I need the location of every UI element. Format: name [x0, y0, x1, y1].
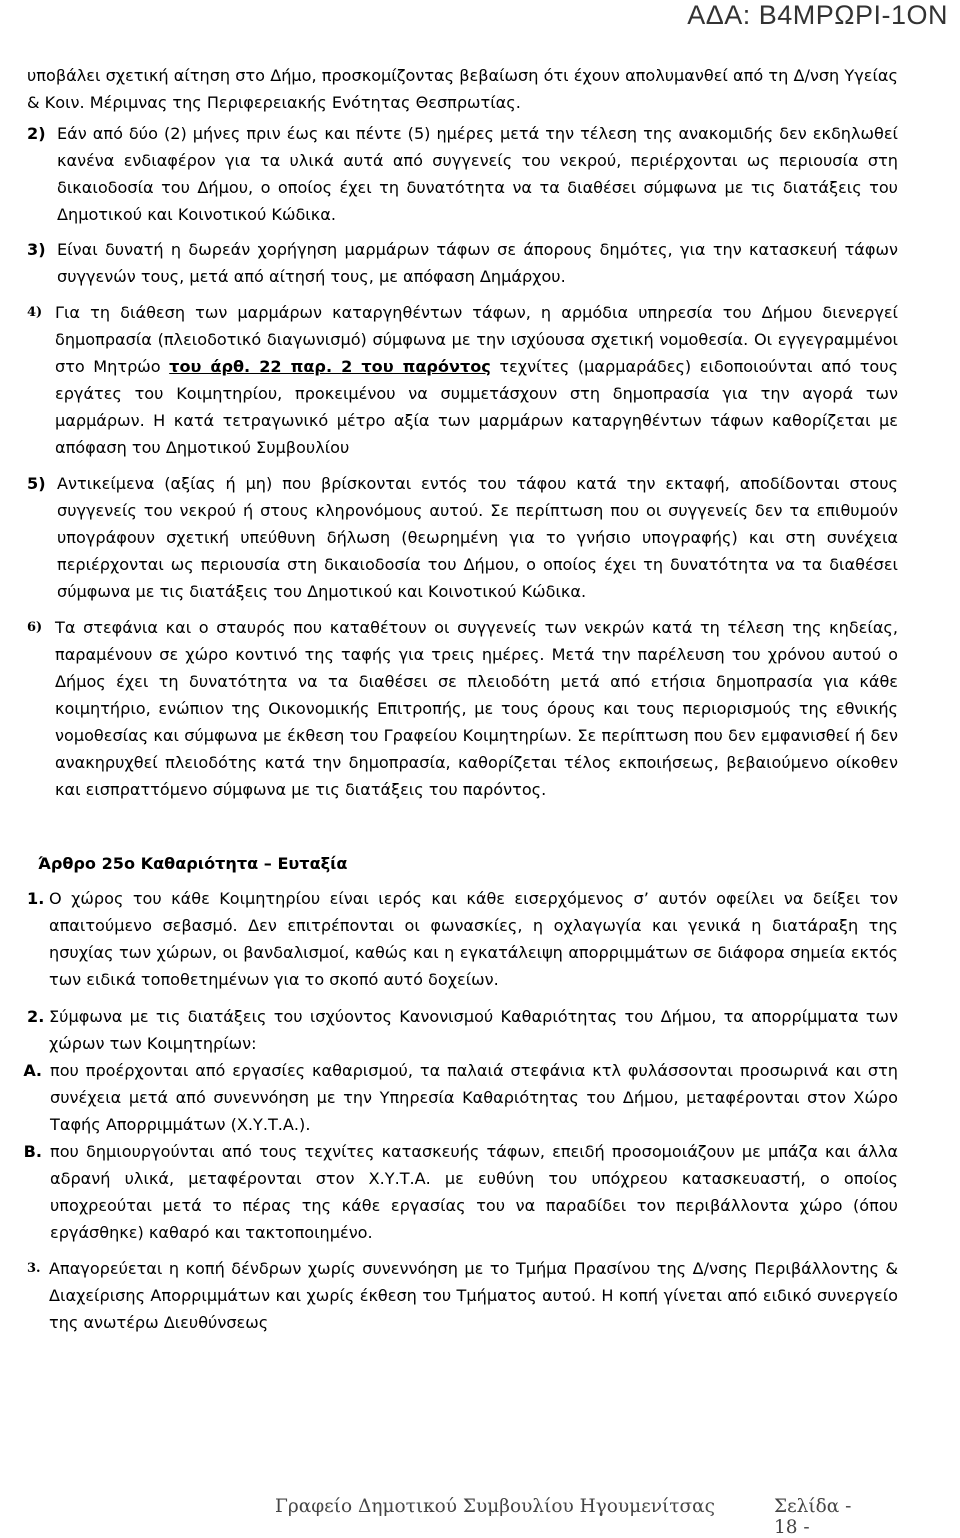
sub-item-letter: Β. [23, 1142, 42, 1161]
item-number: 3. [27, 1261, 41, 1276]
item-text: Τα στεφάνια και ο σταυρός που καταθέτουν οι συγγενείς των νεκρών κατά τη τέλεση της κηδείας, παραμένουν σε χώρο κοντινό της ταφής για τρεις ημέρες. Μετά την παρέλευση του χρόνου αυτού ο Δήμος έχει τη δυνατότητα να τα διαθέσει σε πλειοδότη μετά από ετήσια δημοπρασία για κάθε κοιμητήριο, ενώπιον της Οικονομικής Επιτροπής, με τους όρους και τους περιορισμούς της εθνικής νομοθεσίας και σύμφωνα με έκθεση του Γραφείου Κοιμητηρίων. Σε περίπτωση που δεν εμφανισθεί ή δεν ανακηρυχθεί πλειοδότης κατά την δημοπρασία, καθορίζεται τέλος εκποιήσεως, βεβαιούμενο οίκοθεν και εισπραττόμενο σύμφωνα με τις διατάξεις του παρόντος. [55, 618, 898, 799]
article-reference-link: του άρθ. 22 παρ [169, 357, 326, 376]
article-heading: Άρθρο 25ο Καθαριότητα – Ευταξία [38, 854, 348, 873]
item-number: 1. [27, 889, 45, 908]
list-item [27, 236, 898, 290]
item-text: Για τη διάθεση των μαρμάρων καταργηθέντων τάφων, η αρμόδια υπηρεσία του Δήμου διενεργεί δημοπρασία (πλειοδοτικό διαγωνισμό) σύμφωνα με την ισχύουσα σχετική νομοθεσία. Οι εγγεγραμμένοι στο Μητρώο του άρθ. 22 παρ. 2 του παρόντος τεχνίτες (μαρμαράδες) ειδοποιούνται από τους εργάτες του Κοιμητηρίου, προκειμένου να συμμετάσχουν στη δημοπρασία για την αγορά των μαρμάρων. Η κατά τετραγωνικό μέτρο αξία των μαρμάρων καταργηθέντων τάφων καθορίζεται με απόφαση του Δημοτικού Συμβουλίου [55, 303, 899, 457]
sub-list-item [12, 1057, 898, 1138]
list-item [27, 1255, 898, 1336]
item-text: Απαγορεύεται η κοπή δένδρων χωρίς συνεννόηση με το Τμήμα Πρασίνου της Δ/νσης Περιβάλλοντης & Διαχείρισης Απορριμμάτων και χωρίς έκθεση του Τμήματος αυτού. Η κοπή γίνεται από ειδικό συνεργείο της ανωτέρω Διευθύνσεως [49, 1259, 898, 1332]
item-number: 4) [27, 305, 43, 320]
list-item [27, 299, 898, 461]
item-text: Εάν από δύο (2) μήνες πριν έως και πέντε (5) ημέρες μετά την τέλεση της ανακομιδής δεν εκδηλωθεί κανένα ενδιαφέρον για τα υλικά αυτά από συγγενείς του νεκρού, περιέρχονται ως περιουσία στη δικαιοδοσία του Δήμου, ο οποίος έχει τη δυνατότητα να τα διαθέσει σύμφωνα με τις διατάξεις του Δημοτικού και Κοινοτικού Κώδικα. [57, 124, 898, 224]
sub-item-letter: Α. [23, 1061, 42, 1080]
sub-item-text: που δημιουργούνται από τους τεχνίτες κατασκευής τάφων, επειδή προσομοιάζουν με μπάζα και άλλα αδρανή υλικά, μεταφέρονται στον Χ.Υ.Τ.Α. με ευθύνη του υπόχρεου κατασκευαστή, ο οποίος υποχρεούται μετά το πέρας της κάθε εργασίας του να παραδίδει τον περιβάλλοντα χώρο (όπου εργάσθηκε) καθαρό και τακτοποιημένο. [50, 1142, 898, 1242]
item-text: Είναι δυνατή η δωρεάν χορήγηση μαρμάρων τάφων σε άπορους δημότες, για την κατασκευή τάφων συγγενών τους, μετά από αίτησή τους, με απόφαση Δημάρχου. [57, 240, 898, 286]
document-body [23, 62, 899, 1336]
sub-item-text: που προέρχονται από εργασίες καθαρισμού, τα παλαιά στεφάνια κτλ φυλάσσονται προσωρινά και στη συνέχεια μετά από συνεννόηση με την Υπηρεσία Καθαριότητας του Δήμου, μεταφέρονται στον Χώρο Ταφής Απορριμμάτων (Χ.Υ.Τ.Α.). [50, 1061, 898, 1134]
page-number: Σελίδα - 18 - [774, 1496, 852, 1538]
intro-paragraph: υποβάλει σχετική αίτηση στο Δήμο, προσκομίζοντας βεβαίωση ότι έχουν απολυμανθεί από τη Δ/νση Υγείας & Κοιν. Μέριμνας της Περιφερειακής Ενότητας Θεσπρωτίας. [27, 66, 898, 112]
item-text: Αντικείμενα (αξίας ή μη) που βρίσκονται εντός του τάφου κατά την εκταφή, αποδίδονται στους συγγενείς του νεκρού ή στους κληρονόμους αυτού. Σε περίπτωση που οι συγγενείς δεν τα επιθυμούν υπογράφουν σχετική υπεύθυνη δήλωση (θεωρημένη για το γνήσιο υπογραφής) και στη συνέχεια περιέρχονται ως περιουσία στη δικαιοδοσία του Δήμου, ο οποίος έχει τη δυνατότητα να τα διαθέσει σύμφωνα με τις διατάξεις του Δημοτικού και Κοινοτικού Κώδικα. [57, 474, 898, 601]
list-item [27, 614, 898, 803]
item-number: 2. [27, 1007, 45, 1026]
list-item [27, 470, 898, 605]
item-number: 2) [27, 124, 46, 143]
item-text: Σύμφωνα με τις διατάξεις του ισχύοντος Κανονισμού Καθαριότητας του Δήμου, τα απορρίμματα των χώρων των Κοιμητηρίων: [49, 1007, 898, 1053]
item-text: Ο χώρος του κάθε Κοιμητηρίου είναι ιερός και κάθε εισερχόμενος σ’ αυτόν οφείλει να δείξει τον απαιτούμενο σεβασμό. Δεν επιτρέπονται οι φωνασκίες, η οχλαγωγία και γενικά η διατάραξη της ησυχίας των χώρων, οι βανδαλισμοί, καθώς και η εγκατάλειψη απορριμμάτων σε διάφορα σημεία εκτός των ειδικά τοποθετημένων για το σκοπό αυτό δοχείων. [49, 889, 898, 989]
item-number: 5) [27, 474, 46, 493]
article-reference-link: 2 του παρόντος [341, 357, 491, 376]
sub-list-item [12, 1138, 898, 1246]
item-number: 6) [27, 620, 43, 635]
ada-code: ΑΔΑ: Β4ΜΡΩΡΙ-1ΟΝ [687, 0, 948, 30]
list-item [27, 120, 898, 228]
list-item [27, 885, 898, 993]
footer-office: Γραφείο Δημοτικού Συμβουλίου Ηγουμενίτσας [275, 1496, 716, 1517]
item-number: 3) [27, 240, 46, 259]
list-item [27, 1003, 898, 1057]
